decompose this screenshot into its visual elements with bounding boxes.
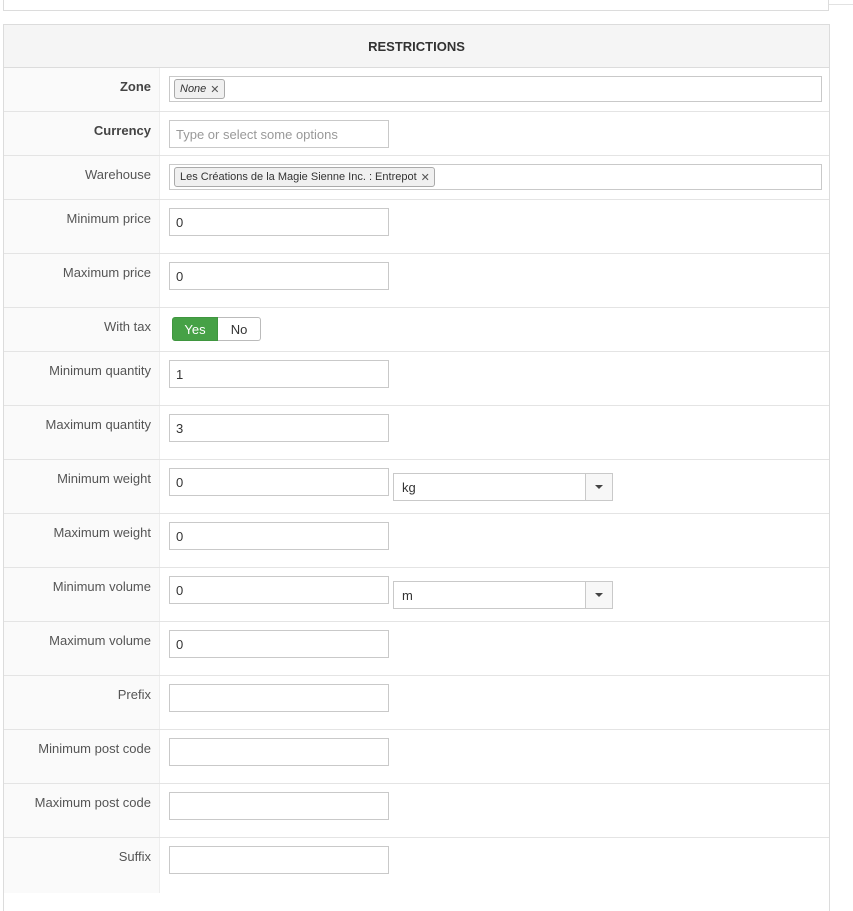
min-postcode-row [4, 730, 829, 784]
min-volume-row [4, 568, 829, 622]
min-volume-input[interactable]: 0 [169, 576, 389, 604]
max-volume-input[interactable]: 0 [169, 630, 389, 658]
warehouse-label: Warehouse [4, 156, 160, 199]
min-quantity-row [4, 352, 829, 406]
weight-unit-value: kg [402, 479, 416, 495]
max-weight-label: Maximum weight [4, 514, 160, 567]
min-volume-label: Minimum volume [4, 568, 160, 621]
warehouse-row [4, 156, 829, 200]
with-tax-no[interactable]: No [218, 317, 261, 341]
previous-panel-bottom [3, 0, 829, 11]
currency-label: Currency [4, 112, 160, 155]
volume-unit-select[interactable] [393, 581, 613, 609]
divider [829, 4, 853, 5]
currency-row [4, 112, 829, 156]
zone-row [4, 68, 829, 112]
max-weight-row [4, 514, 829, 568]
with-tax-label: With tax [4, 308, 160, 351]
min-quantity-label: Minimum quantity [4, 352, 160, 405]
max-weight-input[interactable]: 0 [169, 522, 389, 550]
remove-chip-icon[interactable]: ✕ [420, 171, 430, 184]
max-volume-row [4, 622, 829, 676]
max-quantity-label: Maximum quantity [4, 406, 160, 459]
currency-input[interactable]: Type or select some options [169, 120, 389, 148]
min-postcode-input[interactable] [169, 738, 389, 766]
max-postcode-row [4, 784, 829, 838]
with-tax-switch[interactable] [172, 317, 261, 341]
prefix-input[interactable] [169, 684, 389, 712]
min-price-input[interactable]: 0 [169, 208, 389, 236]
min-weight-label: Minimum weight [4, 460, 160, 513]
weight-unit-select[interactable] [393, 473, 613, 501]
max-postcode-label: Maximum post code [4, 784, 160, 837]
chevron-down-icon[interactable] [585, 474, 612, 500]
max-price-input[interactable]: 0 [169, 262, 389, 290]
panel-title: RESTRICTIONS [4, 25, 829, 68]
zone-chip-label: None [180, 83, 207, 95]
warehouse-chip [174, 167, 435, 187]
max-postcode-input[interactable] [169, 792, 389, 820]
min-price-row [4, 200, 829, 254]
warehouse-chip-label: Les Créations de la Magie Sienne Inc. : Entrepot [180, 171, 417, 183]
min-postcode-label: Minimum post code [4, 730, 160, 783]
suffix-label: Suffix [4, 838, 160, 893]
zone-chip [174, 79, 225, 99]
suffix-input[interactable] [169, 846, 389, 874]
max-quantity-row [4, 406, 829, 460]
min-weight-row [4, 460, 829, 514]
with-tax-yes[interactable]: Yes [172, 317, 218, 341]
remove-chip-icon[interactable]: ✕ [210, 83, 220, 96]
chevron-down-icon[interactable] [585, 582, 612, 608]
max-quantity-input[interactable]: 3 [169, 414, 389, 442]
min-price-label: Minimum price [4, 200, 160, 253]
min-weight-input[interactable]: 0 [169, 468, 389, 496]
with-tax-row [4, 308, 829, 352]
prefix-row [4, 676, 829, 730]
zone-label: Zone [4, 68, 160, 111]
max-price-label: Maximum price [4, 254, 160, 307]
prefix-label: Prefix [4, 676, 160, 729]
max-volume-label: Maximum volume [4, 622, 160, 675]
max-price-row [4, 254, 829, 308]
volume-unit-value: m [402, 587, 413, 603]
min-quantity-input[interactable]: 1 [169, 360, 389, 388]
suffix-row [4, 838, 829, 893]
restrictions-panel [3, 24, 830, 911]
warehouse-multiselect[interactable] [169, 164, 822, 190]
zone-multiselect[interactable] [169, 76, 822, 102]
